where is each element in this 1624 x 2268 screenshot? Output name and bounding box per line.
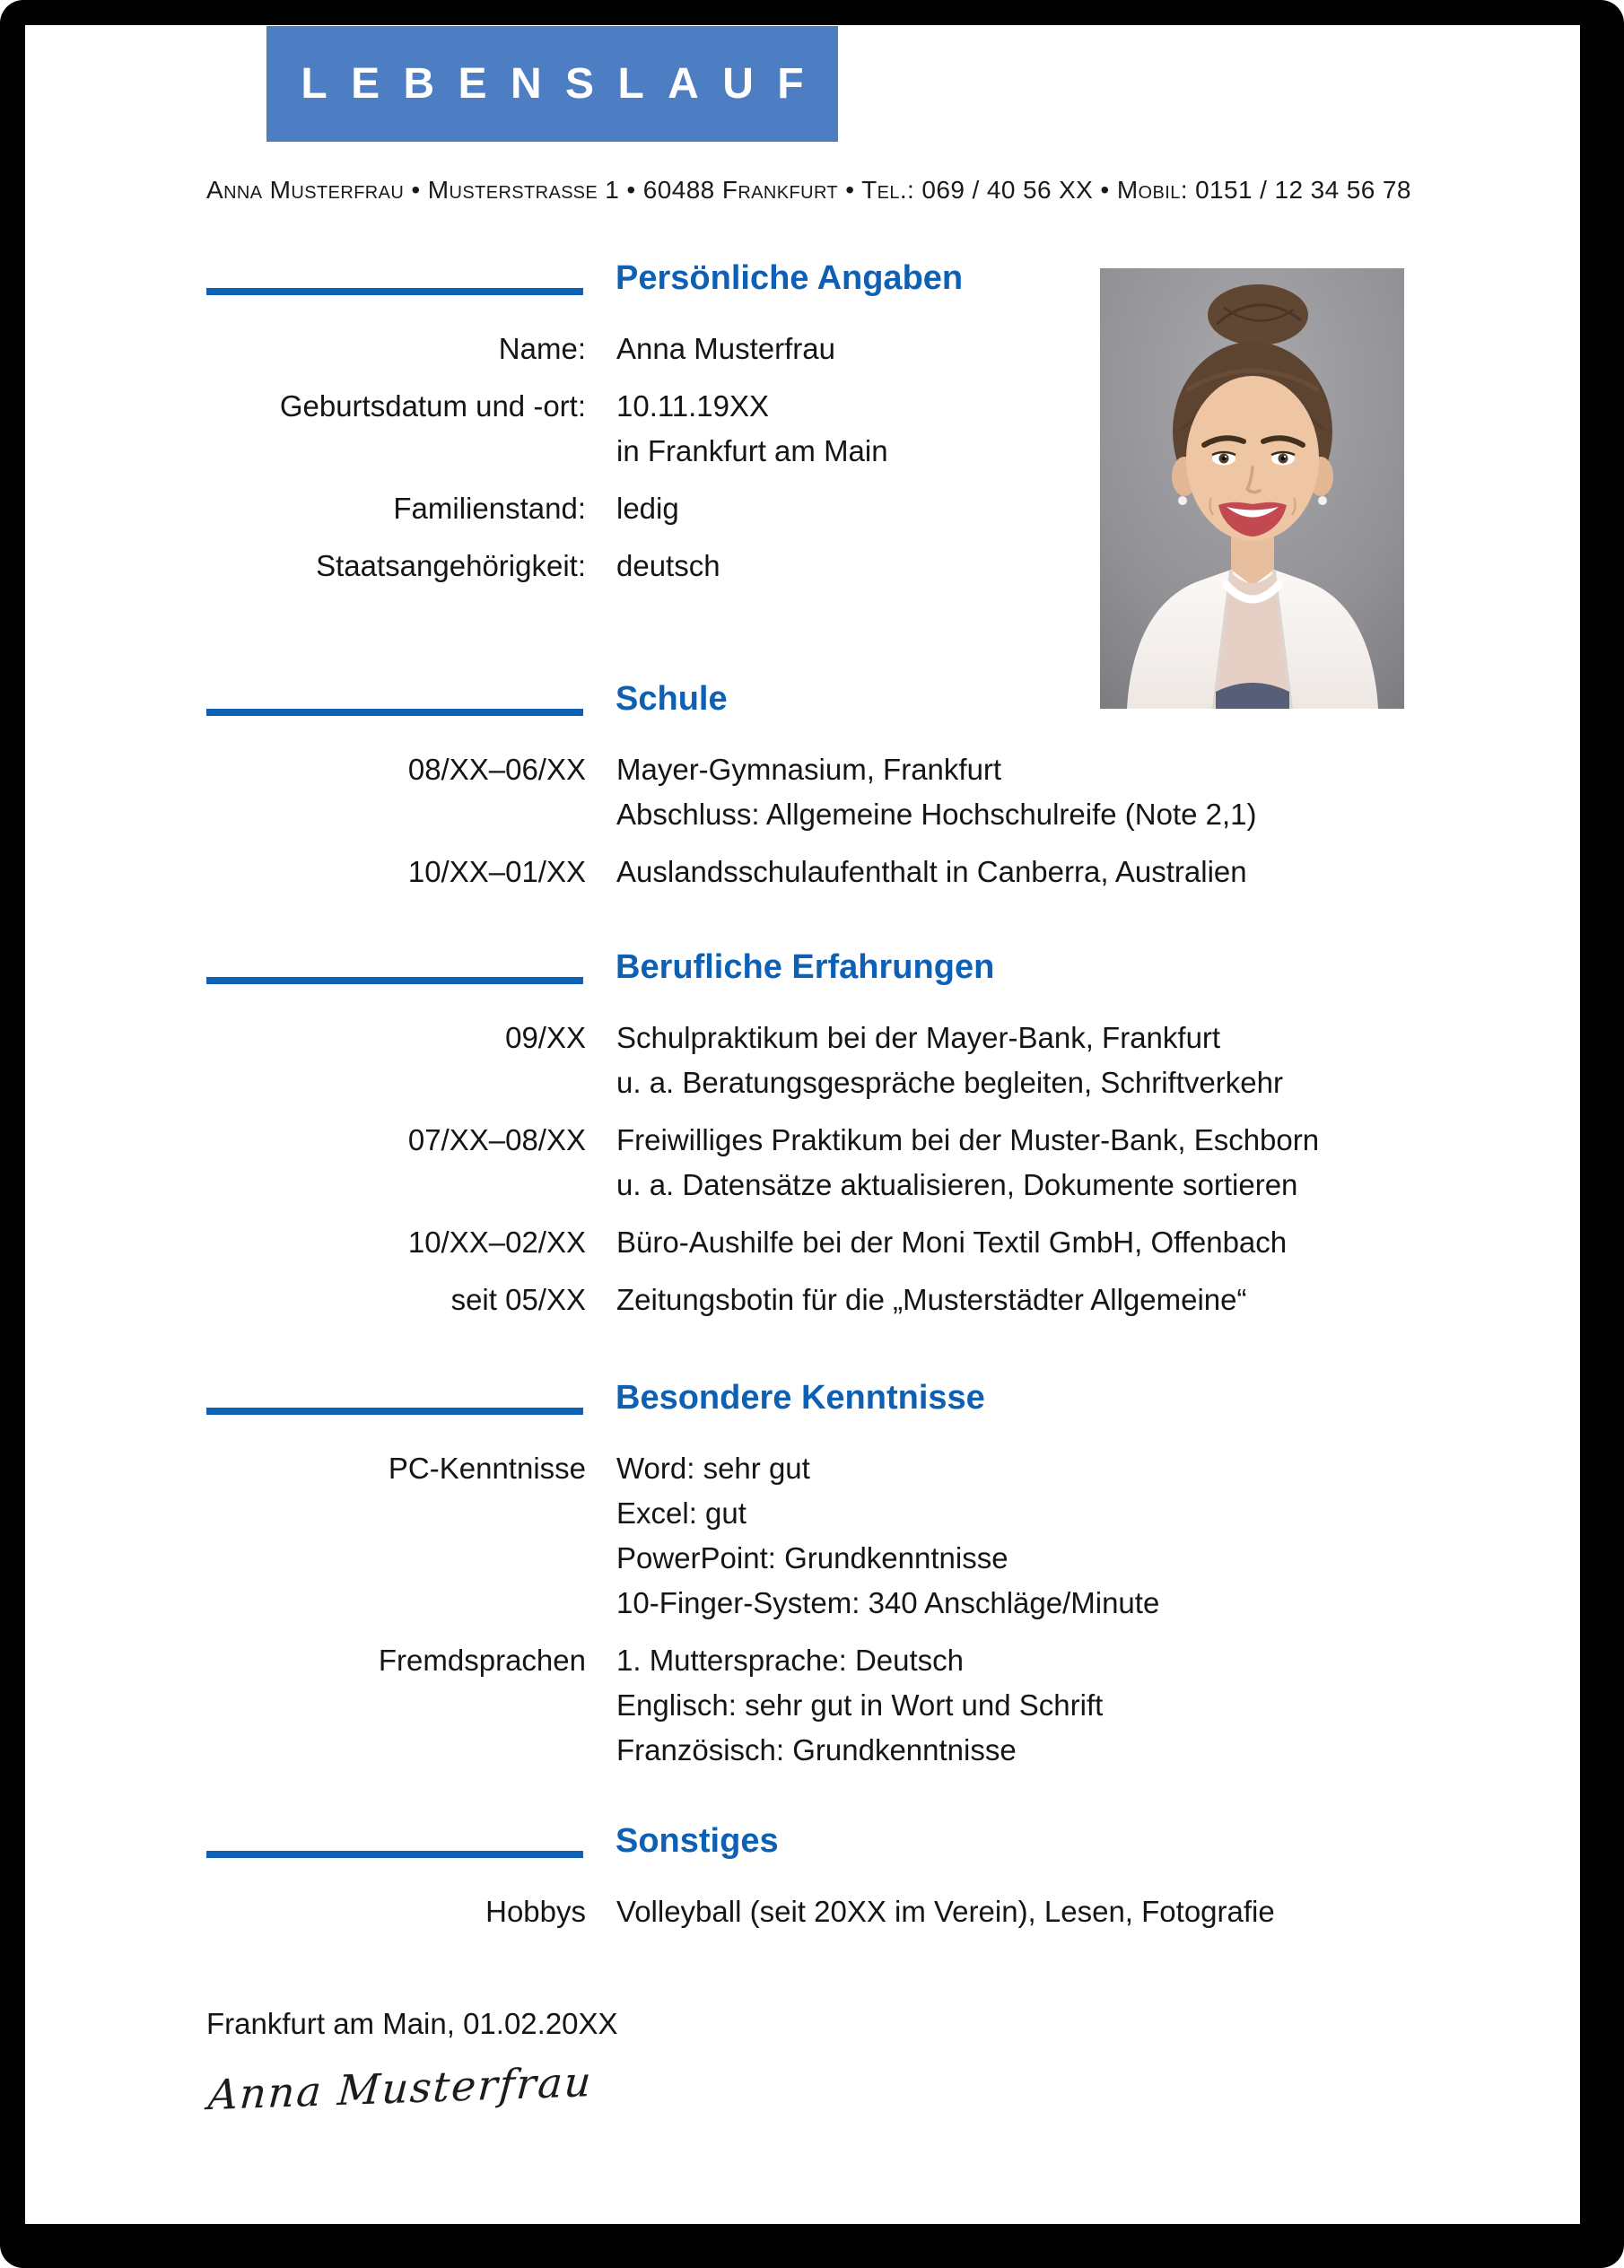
entry-value: [616, 486, 679, 531]
entry-value: [616, 1118, 1319, 1208]
entry-label: 10/XX–02/XX: [407, 1226, 586, 1259]
entry-row: [206, 1118, 1462, 1208]
entry-label: Hobbys: [485, 1895, 586, 1928]
entry-value-line: u. a. Beratungsgespräche begleiten, Schriftverkehr: [616, 1066, 1283, 1099]
entry-value-line: 10-Finger-System: 340 Anschläge/Minute: [616, 1586, 1160, 1619]
section-heading-pers-nliche-angaben: Persönliche Angaben: [616, 259, 964, 297]
entry-value-line: Französisch: Grundkenntnisse: [616, 1733, 1017, 1766]
entry-value: [616, 384, 888, 474]
entry-value: [616, 1278, 1247, 1322]
entry-value-line: Anna Musterfrau: [616, 332, 835, 365]
entry-value-line: Word: sehr gut: [616, 1452, 810, 1485]
entry-value-line: Freiwilliges Praktikum bei der Muster-Bank, Eschborn: [616, 1123, 1320, 1156]
entry-value-line: Schulpraktikum bei der Mayer-Bank, Frankfurt: [616, 1021, 1221, 1054]
entry-row: [206, 384, 1462, 474]
entry-value-line: Englisch: sehr gut in Wort und Schrift: [616, 1688, 1104, 1722]
entry-row: [206, 1889, 1462, 1934]
entry-row: [206, 850, 1462, 894]
entry-label: 08/XX–06/XX: [407, 753, 586, 786]
signature: Anna Musterfrau: [206, 2057, 595, 2120]
entry-value: [616, 1638, 1103, 1773]
entry-row: [206, 486, 1462, 531]
entry-label: PC-Kenntnisse: [388, 1452, 586, 1485]
entry-label: Familienstand:: [393, 492, 586, 525]
section-heading-berufliche-erfahrungen: Berufliche Erfahrungen: [616, 948, 995, 986]
entry-row: [206, 1016, 1462, 1105]
entry-row: [206, 1278, 1462, 1322]
entry-value: [616, 1446, 1159, 1626]
section-divider-sonstiges: [206, 1851, 583, 1858]
entry-value-line: Volleyball (seit 20XX im Verein), Lesen, Fotografie: [616, 1895, 1275, 1928]
contact-line: Anna Musterfrau • Musterstraße 1 • 60488 Frankfurt • Tel.: 069 / 40 56 XX • Mobil: 0151 / 12 34 56 78: [206, 176, 1411, 204]
entry-value-line: PowerPoint: Grundkenntnisse: [616, 1541, 1008, 1575]
section-heading-schule: Schule: [616, 680, 728, 718]
entry-row: [206, 1220, 1462, 1265]
entry-value-line: deutsch: [616, 549, 720, 582]
entry-label: seit 05/XX: [450, 1283, 586, 1316]
section-divider-besondere-kenntnisse: [206, 1408, 583, 1415]
entry-value-line: Zeitungsbotin für die „Musterstädter Allgemeine“: [616, 1283, 1247, 1316]
entry-value-line: 1. Muttersprache: Deutsch: [616, 1644, 965, 1677]
page-title: LEBENSLAUF: [301, 60, 828, 108]
entry-label: Geburtsdatum und -ort:: [279, 389, 586, 423]
entry-value-line: Büro-Aushilfe bei der Moni Textil GmbH, Offenbach: [616, 1226, 1288, 1259]
entry-value-line: Abschluss: Allgemeine Hochschulreife (Note 2,1): [616, 798, 1257, 831]
entry-value: [616, 850, 1247, 894]
entry-row: [206, 327, 1462, 371]
entry-label: 10/XX–01/XX: [407, 855, 586, 888]
entry-value-line: in Frankfurt am Main: [616, 434, 888, 467]
entry-value-line: u. a. Datensätze aktualisieren, Dokumente sortieren: [616, 1168, 1298, 1201]
entry-value-line: ledig: [616, 492, 679, 525]
place-date: Frankfurt am Main, 01.02.20XX: [206, 2007, 618, 2040]
resume-body: [206, 25, 1462, 2224]
entry-value: [616, 1220, 1287, 1265]
entry-label: Name:: [498, 332, 586, 365]
entry-row: [206, 544, 1462, 589]
section-divider-pers-nliche-angaben: [206, 288, 583, 295]
entry-value: [616, 327, 835, 371]
entry-label: 07/XX–08/XX: [407, 1123, 586, 1156]
entry-value-line: Mayer-Gymnasium, Frankfurt: [616, 753, 1002, 786]
entry-value-line: 10.11.19XX: [616, 389, 770, 423]
entry-row: [206, 747, 1462, 837]
entry-value-line: Auslandsschulaufenthalt in Canberra, Australien: [616, 855, 1247, 888]
entry-label: Staatsangehörigkeit:: [316, 549, 586, 582]
section-heading-sonstiges: Sonstiges: [616, 1822, 779, 1860]
entry-value: [616, 1016, 1283, 1105]
entry-row: [206, 1446, 1462, 1626]
entry-value: [616, 1889, 1275, 1934]
section-heading-besondere-kenntnisse: Besondere Kenntnisse: [616, 1379, 985, 1417]
entry-value: [616, 544, 720, 589]
resume-page: [25, 25, 1580, 2224]
entry-value-line: Excel: gut: [616, 1496, 747, 1530]
section-divider-schule: [206, 709, 583, 716]
entry-value: [616, 747, 1257, 837]
entry-row: [206, 1638, 1462, 1773]
entry-label: Fremdsprachen: [378, 1644, 586, 1677]
entry-label: 09/XX: [505, 1021, 586, 1054]
section-divider-berufliche-erfahrungen: [206, 977, 583, 984]
